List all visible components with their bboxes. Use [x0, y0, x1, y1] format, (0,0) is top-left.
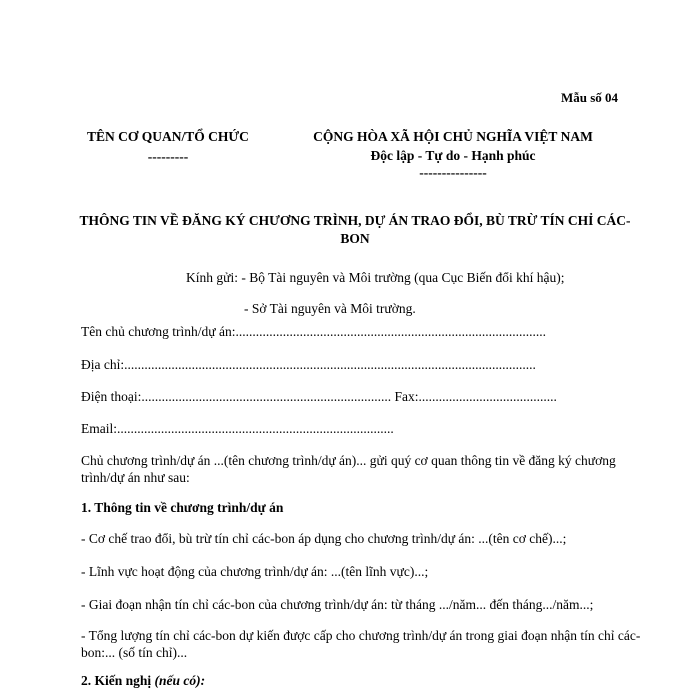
- phone-fax-field: Điện thoại:.......................................................................... Fax:.........................................: [81, 389, 557, 404]
- section-2-title: 2. Kiến nghị: [81, 673, 152, 688]
- form-number: Mẫu số 04: [560, 90, 618, 105]
- recipient-line-2: - Sở Tài nguyên và Môi trường.: [244, 301, 416, 316]
- organization-divider: ---------: [147, 149, 189, 164]
- nation-name: CỘNG HÒA XÃ HỘI CHỦ NGHĨA VIỆT NAM: [313, 129, 593, 144]
- intro-paragraph: Chủ chương trình/dự án ...(tên chương trình/dự án)... gửi quý cơ quan thông tin về đăng ký chương trình/dự án như sau:: [81, 453, 616, 485]
- owner-field: Tên chủ chương trình/dự án:............................................................................................: [81, 324, 546, 339]
- document-title: THÔNG TIN VỀ ĐĂNG KÝ CHƯƠNG TRÌNH, DỰ ÁN TRAO ĐỔI, BÙ TRỪ TÍN CHỈ CÁC-BON: [79, 213, 631, 246]
- section-1-item: - Lĩnh vực hoạt động của chương trình/dự án: ...(tên lĩnh vực)...;: [81, 564, 429, 579]
- section-1-item: - Cơ chế trao đổi, bù trừ tín chỉ các-bon áp dụng cho chương trình/dự án: ...(tên cơ chế)...;: [81, 531, 567, 546]
- organization-header: [78, 127, 258, 167]
- nation-divider: ---------------: [419, 165, 487, 180]
- section-1-heading: 1. Thông tin về chương trình/dự án: [81, 500, 284, 515]
- email-field: Email:..................................................................................: [81, 421, 394, 436]
- recipient-line-1: Kính gửi: - Bộ Tài nguyên và Môi trường (qua Cục Biến đổi khí hậu);: [186, 270, 565, 285]
- nation-motto: Độc lập - Tự do - Hạnh phúc: [370, 148, 536, 163]
- national-header: [288, 127, 618, 181]
- section-1-item: - Giai đoạn nhận tín chỉ các-bon của chương trình/dự án: từ tháng .../năm... đến tháng.../năm...;: [81, 597, 594, 612]
- organization-name: TÊN CƠ QUAN/TỔ CHỨC: [87, 129, 249, 144]
- address-field: Địa chỉ:..........................................................................................................................: [81, 357, 536, 372]
- section-2-note: (nếu có):: [154, 673, 206, 688]
- section-2-heading: [81, 673, 205, 689]
- section-1-item: - Tổng lượng tín chỉ các-bon dự kiến được cấp cho chương trình/dự án trong giai đoạn nhận tín chỉ các-bon:... (số tín chỉ)...: [81, 628, 641, 660]
